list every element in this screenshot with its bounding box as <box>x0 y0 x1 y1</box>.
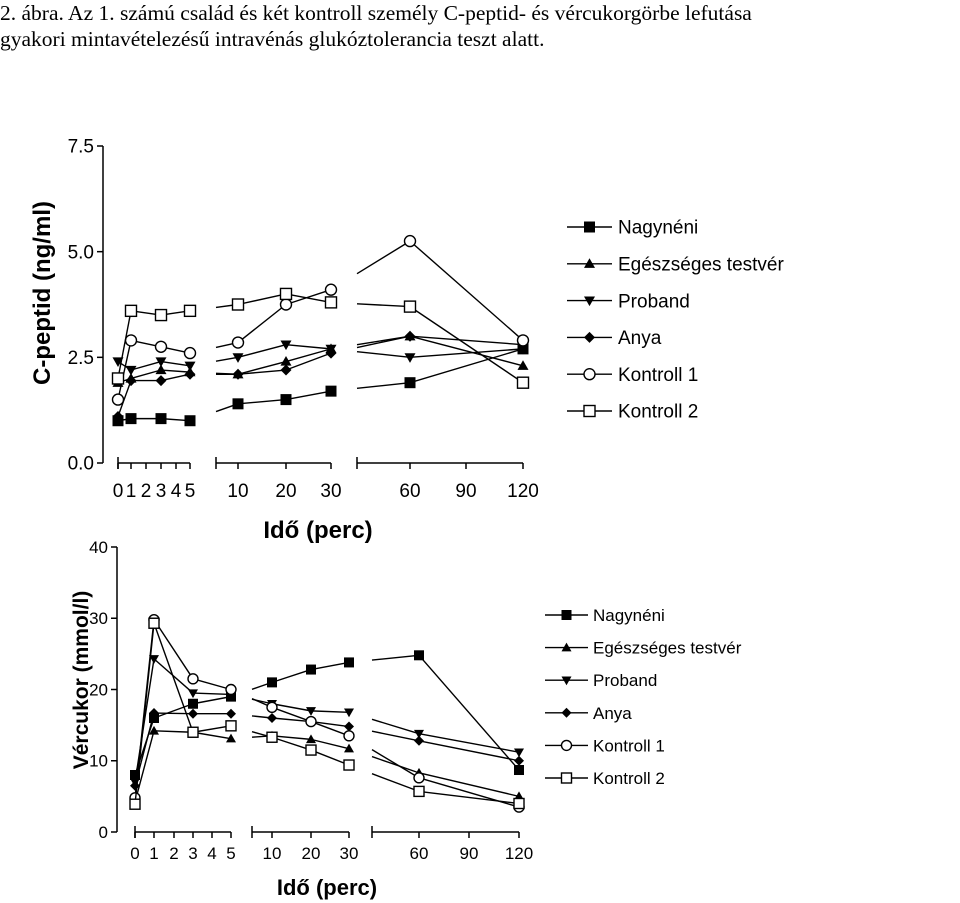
data-point <box>126 335 137 346</box>
legend-entry-egeszseges-testver <box>545 639 742 658</box>
series-line <box>193 693 231 694</box>
data-point <box>306 745 316 755</box>
data-point <box>326 284 337 295</box>
series-line <box>286 294 331 302</box>
y-axis-title: Vércukor (mmol/l) <box>70 590 93 770</box>
x-tick-label: 30 <box>320 481 342 502</box>
y-tick-label: 20 <box>89 680 108 700</box>
data-point <box>514 765 524 775</box>
data-point <box>414 650 424 660</box>
x-tick-label: 20 <box>275 481 297 502</box>
data-point <box>344 709 354 718</box>
data-point <box>414 773 424 783</box>
x-axis-title: Idő (perc) <box>263 517 373 544</box>
data-point <box>306 717 316 727</box>
legend-marker <box>562 610 572 620</box>
series-line <box>193 679 231 690</box>
series-nagyneni <box>113 343 529 426</box>
data-point <box>267 677 277 687</box>
legend-entry-proband <box>567 291 690 312</box>
data-point <box>185 369 196 380</box>
c-peptide-chart <box>29 137 784 544</box>
data-point <box>130 799 140 809</box>
data-point <box>281 288 292 299</box>
caption-line-2: gyakori mintavételezésű intravénás glukóztolerancia teszt alatt. <box>0 27 545 51</box>
data-point <box>126 305 137 316</box>
legend-label: Kontroll 2 <box>593 768 665 788</box>
data-point <box>226 709 236 719</box>
x-tick-label: 90 <box>455 481 477 502</box>
legend-entry-kontroll-1 <box>567 365 698 386</box>
series-line <box>357 241 410 274</box>
x-tick-label: 120 <box>504 844 534 863</box>
data-point <box>156 341 167 352</box>
x-tick-label: 2 <box>140 481 152 502</box>
series-line <box>286 391 331 399</box>
series-line <box>357 383 410 389</box>
data-point <box>233 337 244 348</box>
legend-label: Kontroll 1 <box>618 364 699 386</box>
series-line <box>410 307 523 383</box>
legend-entry-anya <box>545 704 632 723</box>
legend-marker <box>562 708 572 718</box>
data-point <box>518 377 529 388</box>
series-line <box>238 345 286 358</box>
x-tick-label: 60 <box>399 481 421 502</box>
series-line <box>372 774 419 792</box>
series-line <box>131 362 161 370</box>
series-line <box>372 719 419 733</box>
legend-label: Anya <box>593 703 632 723</box>
series-line <box>419 734 519 753</box>
data-point <box>226 685 236 695</box>
blood-glucose-chart <box>70 538 742 900</box>
data-point <box>185 305 196 316</box>
data-point <box>188 699 198 709</box>
data-point <box>126 413 137 424</box>
data-point <box>188 674 198 684</box>
legend-marker <box>562 773 572 783</box>
data-point <box>185 348 196 359</box>
data-point <box>518 335 529 346</box>
data-point <box>281 394 292 405</box>
data-point <box>233 299 244 310</box>
x-tick-label: 4 <box>207 844 217 863</box>
series-line <box>419 655 519 770</box>
data-point <box>306 665 316 675</box>
series-nagyneni <box>130 650 524 780</box>
series-line <box>372 750 419 778</box>
series-line <box>357 336 410 347</box>
data-point <box>405 377 416 388</box>
data-point <box>281 299 292 310</box>
x-tick-label: 10 <box>227 481 249 502</box>
legend-entry-proband <box>545 671 657 690</box>
legend-label: Egészséges testvér <box>593 638 742 658</box>
series-line <box>372 731 419 741</box>
series-line <box>238 305 286 343</box>
y-tick-label: 2.5 <box>67 347 94 369</box>
data-point <box>267 732 277 742</box>
data-point <box>267 713 277 723</box>
y-tick-label: 30 <box>89 609 108 629</box>
legend-entry-anya <box>567 328 662 349</box>
legend-marker <box>584 222 595 233</box>
legend-label: Proband <box>618 291 690 313</box>
y-tick-label: 0.0 <box>67 453 94 475</box>
x-tick-label: 5 <box>184 481 196 502</box>
legend-marker <box>562 740 572 750</box>
series-line <box>272 670 311 683</box>
legend-label: Proband <box>593 671 658 691</box>
x-axis-title: Idő (perc) <box>276 875 378 900</box>
series-line <box>372 757 419 773</box>
data-point <box>281 365 292 376</box>
x-tick-label: 1 <box>125 481 137 502</box>
series-line <box>238 294 286 305</box>
series-proband <box>113 341 529 376</box>
series-line <box>311 739 349 748</box>
data-point <box>414 786 424 796</box>
data-point <box>126 366 137 376</box>
y-axis-title: C-peptid (ng/ml) <box>29 201 56 385</box>
series-kontroll-1 <box>113 236 529 406</box>
x-tick-label: 4 <box>170 481 182 502</box>
legend-label: Kontroll 2 <box>618 401 699 423</box>
caption-line-1: 2. ábra. Az 1. számú család és két kontroll személy C-peptid- és vércukorgörbe lefutása <box>0 1 752 25</box>
data-point <box>156 375 167 386</box>
legend-marker <box>584 406 595 417</box>
legend-label: Nagynéni <box>618 217 699 239</box>
x-tick-label: 0 <box>112 481 124 502</box>
axes <box>70 538 533 900</box>
y-tick-label: 5.0 <box>67 242 94 264</box>
data-point <box>233 398 244 409</box>
x-tick-label: 3 <box>155 481 167 502</box>
series-line <box>286 290 331 305</box>
legend-marker <box>584 332 595 343</box>
data-point <box>188 709 198 719</box>
data-point <box>326 386 337 397</box>
series-kontroll-2 <box>113 288 529 388</box>
series-egeszseges-testver <box>113 331 529 387</box>
data-point <box>405 236 416 247</box>
legend-entry-kontroll-2 <box>567 402 698 423</box>
data-point <box>185 415 196 426</box>
x-tick-label: 90 <box>459 844 479 863</box>
y-tick-label: 10 <box>89 751 108 771</box>
x-tick-label: 5 <box>226 844 236 863</box>
data-point <box>226 721 236 731</box>
legend-label: Egészséges testvér <box>618 254 784 276</box>
data-point <box>514 756 524 766</box>
y-tick-label: 7.5 <box>67 136 94 158</box>
series-line <box>154 713 193 714</box>
x-tick-label: 10 <box>262 844 282 863</box>
series-line <box>357 352 410 358</box>
data-point <box>267 702 277 712</box>
data-point <box>405 353 416 363</box>
series-line <box>216 357 238 361</box>
data-point <box>405 301 416 312</box>
x-tick-label: 1 <box>149 844 159 863</box>
x-tick-label: 20 <box>301 844 321 863</box>
series-line <box>419 741 519 761</box>
x-tick-label: 3 <box>188 844 198 863</box>
series-line <box>410 241 523 340</box>
data-point <box>344 722 354 732</box>
series-line <box>193 697 231 704</box>
data-point <box>156 310 167 321</box>
series-line <box>311 711 349 712</box>
data-point <box>188 727 198 737</box>
series-line <box>372 655 419 660</box>
series-line <box>410 349 523 383</box>
legend-entry-kontroll-2 <box>545 769 665 788</box>
series-line <box>286 345 331 349</box>
data-point <box>156 413 167 424</box>
series-line <box>357 304 410 307</box>
legend-entry-kontroll-1 <box>545 736 665 755</box>
x-tick-label: 60 <box>409 844 429 863</box>
series-line <box>238 400 286 404</box>
series-line <box>410 349 523 357</box>
legend-label: Anya <box>618 328 662 350</box>
data-point <box>344 760 354 770</box>
y-tick-label: 40 <box>89 537 108 557</box>
y-tick-label: 0 <box>98 822 108 842</box>
legend-label: Kontroll 1 <box>593 736 665 756</box>
data-point <box>514 799 524 809</box>
legend-marker <box>584 369 595 380</box>
data-point <box>149 618 159 628</box>
data-point <box>113 373 124 384</box>
data-point <box>344 731 354 741</box>
x-tick-label: 30 <box>339 844 359 863</box>
x-tick-label: 2 <box>169 844 179 863</box>
data-point <box>344 657 354 667</box>
legend-entry-nagyneni <box>567 218 698 239</box>
data-point <box>113 394 124 405</box>
data-point <box>414 736 424 746</box>
x-tick-label: 120 <box>507 481 539 502</box>
series-line <box>311 750 349 765</box>
x-tick-label: 0 <box>130 844 140 863</box>
legend-entry-nagyneni <box>545 606 665 625</box>
data-point <box>326 297 337 308</box>
legend-label: Nagynéni <box>593 605 665 625</box>
series-line <box>154 620 193 679</box>
legend-entry-egeszseges-testver <box>567 254 784 275</box>
series-line <box>161 370 190 372</box>
series-line <box>131 370 161 378</box>
series-line <box>154 731 193 732</box>
series-line <box>311 662 349 669</box>
